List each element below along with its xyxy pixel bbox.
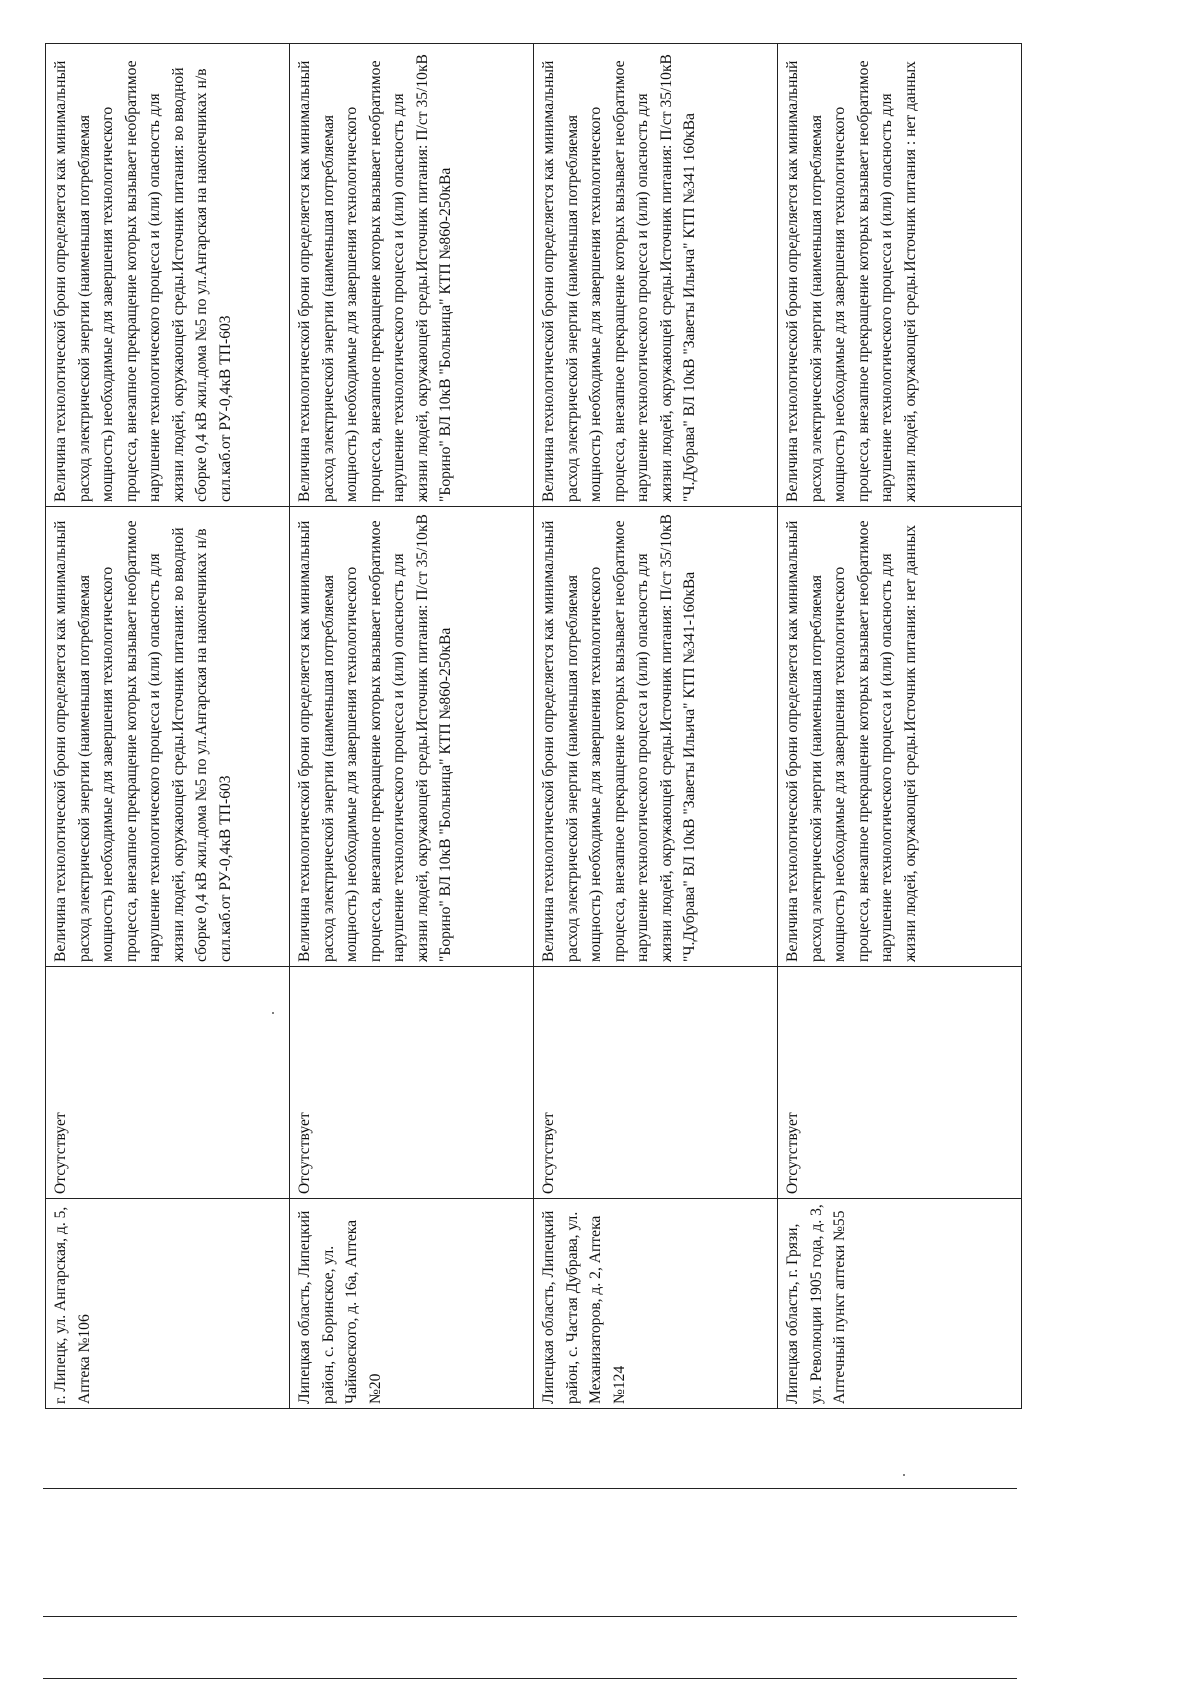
status-cell: Отсутствует — [778, 967, 1022, 1199]
table-row — [46, 44, 290, 1409]
table-row — [534, 44, 778, 1409]
status-cell: Отсутствует — [46, 967, 290, 1199]
scan-speck — [272, 1012, 274, 1014]
rotated-page — [45, 44, 1030, 1409]
description-cell: Величина технологической брони определяется как минимальный расход электрической энергии (наименьшая потребляемая мощность) необходимые для завершения технологического процесса, внезапное прекращение которых вызывает необратимое нарушение технологического процесса и (или) опасность для жизни людей, окружающей среды.Источник питания: П/ст 35/10кВ "Борино" ВЛ 10кВ "Больница" КТП №860-250кВа — [290, 507, 534, 967]
address-cell: Липецкая область, г. Грязи, ул. Революции 1905 года, д. 3, Аптечный пункт аптеки №55 — [778, 1199, 1022, 1409]
status-cell: Отсутствует — [534, 967, 778, 1199]
rule-line — [43, 1488, 1017, 1489]
status-cell: Отсутствует — [290, 967, 534, 1199]
description-cell: Величина технологической брони определяется как минимальный расход электрической энергии (наименьшая потребляемая мощность) необходимые для завершения технологического процесса, внезапное прекращение которых вызывает необратимое нарушение технологического процесса и (или) опасность для жизни людей, окружающей среды.Источник питания: П/ст 35/10кВ "Борино" ВЛ 10кВ "Больница" КТП №860-250кВа — [290, 44, 534, 507]
description-cell: Величина технологической брони определяется как минимальный расход электрической энергии (наименьшая потребляемая мощность) необходимые для завершения технологического процесса, внезапное прекращение которых вызывает необратимое нарушение технологического процесса и (или) опасность для жизни людей, окружающей среды.Источник питания: во вводной сборке 0,4 кВ жил.дома №5 по ул.Ангарская на наконечниках н/в сил.каб.от РУ-0,4кВ ТП-603 — [46, 44, 290, 507]
table-row — [290, 44, 534, 1409]
rule-line — [43, 1678, 1017, 1679]
scan-speck — [903, 1474, 905, 1476]
description-cell: Величина технологической брони определяется как минимальный расход электрической энергии (наименьшая потребляемая мощность) необходимые для завершения технологического процесса, внезапное прекращение которых вызывает необратимое нарушение технологического процесса и (или) опасность для жизни людей, окружающей среды.Источник питания: П/ст 35/10кВ "Ч.Дубрава" ВЛ 10кВ "Заветы Ильича" КТП №341 160кВа — [534, 44, 778, 507]
rule-line — [43, 1616, 1017, 1617]
description-cell: Величина технологической брони определяется как минимальный расход электрической энергии (наименьшая потребляемая мощность) необходимые для завершения технологического процесса, внезапное прекращение которых вызывает необратимое нарушение технологического процесса и (или) опасность для жизни людей, окружающей среды.Источник питания: во вводной сборке 0,4 кВ жил.дома №5 по ул.Ангарская на наконечниках н/в сил.каб.от РУ-0,4кВ ТП-603 — [46, 507, 290, 967]
table-row — [778, 44, 1022, 1409]
description-cell: Величина технологической брони определяется как минимальный расход электрической энергии (наименьшая потребляемая мощность) необходимые для завершения технологического процесса, внезапное прекращение которых вызывает необратимое нарушение технологического процесса и (или) опасность для жизни людей, окружающей среды.Источник питания: П/ст 35/10кВ "Ч.Дубрава" ВЛ 10кВ "Заветы Ильича" КТП №341-160кВа — [534, 507, 778, 967]
address-cell: Липецкая область, Липецкий район, с. Боринское, ул. Чайковского, д. 16а, Аптека №20 — [290, 1199, 534, 1409]
description-cell: Величина технологической брони определяется как минимальный расход электрической энергии (наименьшая потребляемая мощность) необходимые для завершения технологического процесса, внезапное прекращение которых вызывает необратимое нарушение технологического процесса и (или) опасность для жизни людей, окружающей среды.Источник питания: нет данных — [778, 507, 1022, 967]
address-cell: г. Липецк, ул. Ангарская, д. 5, Аптека №106 — [46, 1199, 290, 1409]
reserve-table — [45, 43, 1022, 1409]
description-cell: Величина технологической брони определяется как минимальный расход электрической энергии (наименьшая потребляемая мощность) необходимые для завершения технологического процесса, внезапное прекращение которых вызывает необратимое нарушение технологического процесса и (или) опасность для жизни людей, окружающей среды.Источник питания : нет данных — [778, 44, 1022, 507]
address-cell: Липецкая область, Липецкий район, с. Частая Дубрава, ул. Механизаторов, д. 2, Аптека №124 — [534, 1199, 778, 1409]
